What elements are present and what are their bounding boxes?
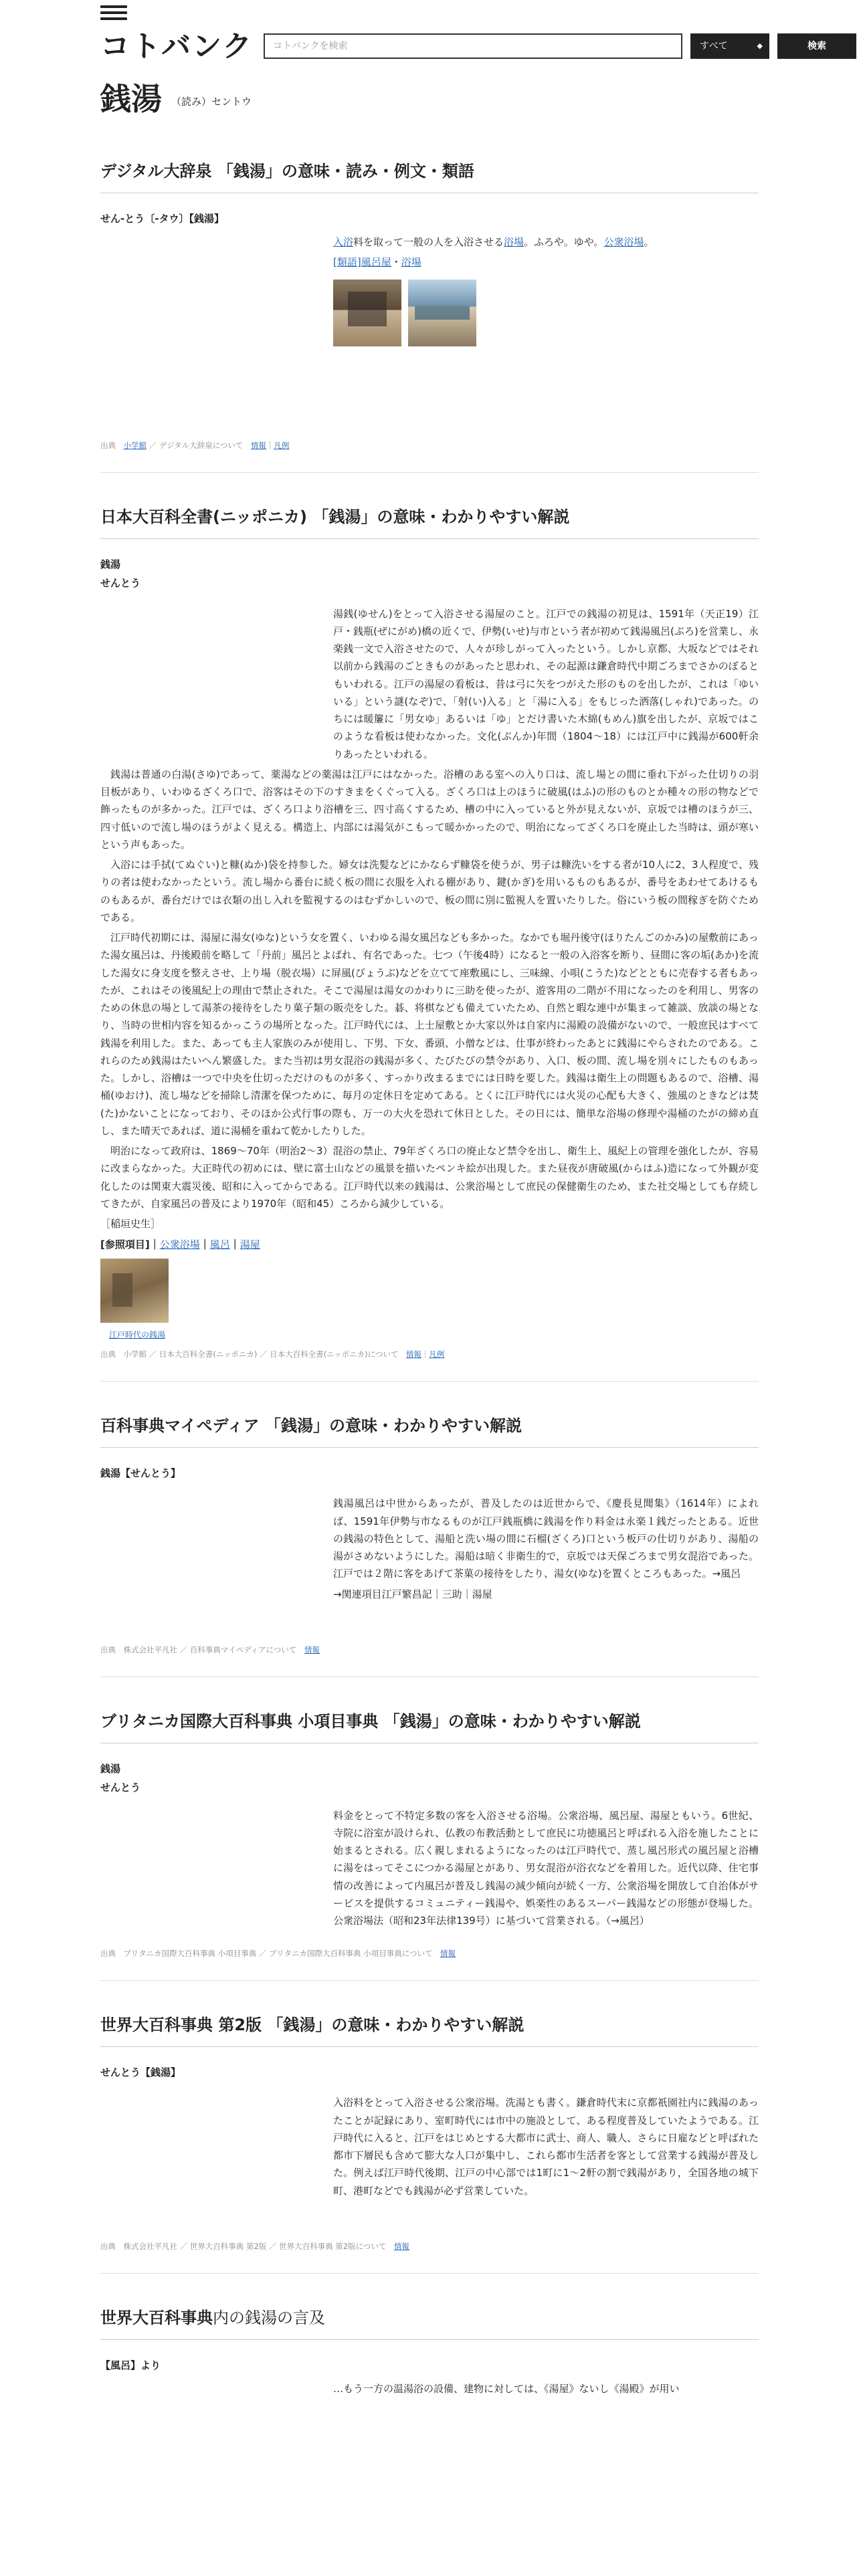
image-caption[interactable]: 江戸時代の銭湯 <box>108 1330 165 1340</box>
sento-image-1[interactable] <box>333 280 401 346</box>
scope-select[interactable] <box>690 33 769 59</box>
reference-items: [参照項目]｜公衆浴場｜風呂｜湯屋 <box>100 1239 260 1251</box>
source-line: 出典 小学館 ／ 日本大百科全書(ニッポニカ) ／ 日本大百科全書(ニッポニカ)について 情報｜凡例 <box>100 1350 445 1360</box>
sento-image-2[interactable] <box>408 280 476 346</box>
ref-link-koshu-yokujo[interactable]: 公衆浴場 <box>159 1239 200 1251</box>
headword: 銭湯 せんとう <box>100 558 141 590</box>
headword: 銭湯 せんとう <box>100 1762 141 1794</box>
section-daijisen <box>100 160 759 473</box>
link-furoya[interactable]: 風呂屋 <box>361 256 391 269</box>
source-info-link[interactable]: 情報 <box>405 1350 421 1360</box>
page-title <box>100 79 252 122</box>
section-title: 百科事典マイペディア 「銭湯」の意味・わかりやすい解説 <box>100 1415 759 1448</box>
link-nyuyoku[interactable]: 入浴 <box>333 236 354 249</box>
section-title: 世界大百科事典内の銭湯の言及 <box>100 2307 759 2340</box>
ref-link-furo[interactable]: 風呂 <box>209 1239 230 1251</box>
section-title: デジタル大辞泉 「銭湯」の意味・読み・例文・類語 <box>100 160 759 193</box>
search-button[interactable]: 検索 <box>777 33 856 59</box>
ref-link-yuya[interactable]: 湯屋 <box>240 1239 260 1251</box>
term-title: 銭湯 <box>100 81 162 117</box>
section-title: ブリタニカ国際大百科事典 小項目事典 「銭湯」の意味・わかりやすい解説 <box>100 1711 759 1743</box>
source-line: 出典 株式会社平凡社 ／ 百科事典マイペディアについて 情報 <box>100 1644 320 1654</box>
article-body: 料金をとって不特定多数の客を入浴させる浴場。公衆浴場、風呂屋、湯屋ともいう。6世紀、寺院に浴室が設けられ、仏教の布教活動として庶民に功徳風呂と呼ばれる入浴を施したことに始まるとされる。広く親しまれるようになったのは江戸時代で、蒸し風呂形式の風呂屋と浴槽に湯をはってそこにつかる湯屋とがあり、男女混浴が浴衣などを着用した。近代以降、住宅事情の改善によって内風呂が普及し銭湯の減少傾向が続く一方、公衆浴場を開放して自治体がサービスを提供するコミュニティー銭湯や、娯楽性のあるスーパー銭湯などの形態が登場した。公衆浴場法（昭和23年法律139号）に基づいて営業される。（→風呂） <box>333 1809 759 1927</box>
source-info-link[interactable]: 情報 <box>440 1949 456 1959</box>
headword: 銭湯【せんとう】 <box>100 1467 181 1479</box>
definition: 入浴料を取って一般の人を入浴させる浴場。ふろや。ゆや。公衆浴場。 [類語]風呂屋・浴場 <box>333 233 759 352</box>
site-logo[interactable]: コトバンク <box>100 29 254 64</box>
hamburger-menu-icon[interactable] <box>100 5 127 20</box>
figure <box>100 1259 759 1342</box>
link-yokujo[interactable]: 浴場 <box>504 236 524 249</box>
source-line: 出典 小学館 ／ デジタル大辞泉について 情報｜凡例 <box>100 440 290 450</box>
edo-sento-image[interactable] <box>100 1259 169 1323</box>
source-legend-link[interactable]: 凡例 <box>429 1350 445 1360</box>
chevron-updown-icon: ◆ <box>757 41 763 50</box>
section-sekai <box>100 2014 759 2274</box>
link-yokujo-2[interactable]: 浴場 <box>401 256 421 269</box>
scope-select-label: すべて <box>700 41 728 51</box>
author: ［稲垣史生］ <box>100 1218 161 1230</box>
source-info-link[interactable]: 情報 <box>304 1644 320 1654</box>
section-title: 世界大百科事典 第2版 「銭湯」の意味・わかりやすい解説 <box>100 2014 759 2047</box>
link-koshu-yokujo[interactable]: 公衆浴場 <box>603 236 644 249</box>
mention-excerpt: …もう一方の温湯浴の設備、建物に対しては、《湯屋》ないし《湯殿》が用い <box>333 2383 680 2395</box>
section-mypedia <box>100 1415 759 1677</box>
related-items: →関連項目江戸繁昌記｜三助｜湯屋 <box>333 1588 492 1600</box>
headword: せん‐とう〔‐タウ〕【銭湯】 <box>100 212 224 225</box>
source-info-link[interactable]: 情報 <box>393 2241 409 2251</box>
link-ruigo[interactable]: [類語] <box>333 256 361 269</box>
source-info-link[interactable]: 情報 <box>250 440 266 450</box>
article-body: 銭湯風呂は中世からあったが、普及したのは近世からで、《慶長見聞集》（1614年）によれば、1591年伊勢与市なるものが江戸銭瓶橋に銭湯を作り料金は永楽１銭だったとある。近世の銭湯の特色として、湯船と洗い場の間に石榴(ざくろ)口という板戸の仕切りがあり、湯船の湯がさめないようにした。湯船は暗く非衛生的で，京坂では天保ごろまで男女混浴であった。江戸では２階に客をあげて茶菓の接待をしたり、湯女(ゆな)を置くところもあった。→風呂 →関連項目江戸繁昌記｜三助｜湯屋 <box>333 1495 759 1603</box>
source-line: 出典 株式会社平凡社 ／ 世界大百科事典 第2版 ／ 世界大百科事典 第2版について 情報 <box>100 2241 409 2251</box>
section-britannica <box>100 1711 759 1981</box>
article-body: 入浴料をとって入浴させる公衆浴場。洗湯とも書く。鎌倉時代末に京都祇園社内に銭湯のあったことが記録にあり、室町時代には市中の施設として、ある程度普及していたようである。江戸時代に入ると、江戸をはじめとする大都市に武士、商人、職人、さらに日雇などと呼ばれた都市下層民も含めて膨大な人口が集中し、これら都市生活者を客として営業する銭湯が普及した。例えば江戸時代後期、江戸の中心部では1町に1〜2軒の割で銭湯があり，全国各地の城下町、港町などでも銭湯が必ず営業していた。 <box>333 2097 759 2197</box>
term-reading: （読み）セントウ <box>171 95 252 108</box>
headword: せんとう【銭湯】 <box>100 2066 181 2078</box>
article-body: 銭湯は普通の白湯(さゆ)であって、薬湯などの薬湯は江戸にはなかった。浴槽のある室への入り口は、流し場との間に垂れ下がった仕切りの羽目板があり、いわゆるざくろ口で、浴客はその下のすきまをくぐって入る。ざくろ口は上のほうに破風(はふ)の形のものとか種々の形の物などで飾ったものが多かった。江戸では、ざくろ口より浴槽を三、四寸高くするため、槽の中に入っていると外が見えないが、京坂では槽のほうが三、四寸低いので流し場のほうがよく見える。構造上、内部には湯気がこもって暖かかったので、明治になってざくろ口を廃止した当時は、頭が寒いという声もあった。 入浴には手拭(てぬぐい)と糠(ぬか)袋を持参した。婦女は洗髪などにかならず糠袋を使うが、男子は糠洗いをする者が10人に2、3人程度で、残りの者は使わなかったという。流し場から番台に続く板の間に衣服を入れる棚があり、鍵(かぎ)を用いるものもあるが、番号をあわせてあけるものもあるが、番台だけでは衣類の出し入れを監視するのはむずかしいので、板の間に別に監視人を置いたりした。俗にいう板の間稼ぎを防ぐためである。 江戸時代初期には、湯屋に湯女(ゆな)という女を置く、いわゆる湯女風呂なども多かった。なかでも堀丹後守(ほりたんごのかみ)の屋敷前にあった湯女風呂は、丹後殿前を略して「丹前」風呂とよばれ、有名であった。七つ（午後4時）になると一般の入浴客を断り、昼間に客の垢(あか)を流した湯女に身支度を整えさせ、上り場（脱衣場）に屏風(びょうぶ)などを立てて座敷風にし、三味線、小唄(こうた)などとともに売春する者もあったが、これはその後風紀上の理由で禁止された。そこで湯屋は湯女のかわりに三助を使ったが、遊客用の二階が不用になったのを利用し、男客のための休息の場として湯茶の接待をしたり菓子類の販売をした。碁、将棋なども備えていたため、自然と暇な連中が集まって雑談、放談の場となり、当時の世相内容を知るかっこうの場所となった。江戸時代には、上士屋敷とか大家以外は自家内に湯殿の設備がないので、一般庶民はすべて銭湯を利用した。また、あっても主人家族のみが使用し、下男、下女、番頭、小僧などは、仕事が終わったあとに銭湯にやらされたのである。これらのため銭湯はたいへん繁盛した。また当初は男女混浴の銭湯が多く、たびたびの禁令があり、入口、板の間、流し場を別々にしたものもあった。しかし、浴槽は一つで中央を仕切っただけのものが多く、すっかり改まるまでには日時を要した。銭湯は衛生上の問題もあるので、浴槽、湯桶(ゆおけ)、流し場などを掃除し清潔を保つために、毎月の定休日を定めてある。とくに江戸時代には火災の心配も大きく、強風のときなどは焚(た)かないことになっており、そのほか公式行事の際も、万一の大火を恐れて休日とした。その日には、簡単な浴場の修理や湯桶のたがの締め直し、また晴天であれば、道に湯桶を重ねて乾かしたりした。 明治になって政府は、1869〜70年（明治2〜3）混浴の禁止、79年ざくろ口の廃止など禁令を出し、衛生上、風紀上の管理を強化したが、容易に改まらなかった。大正時代の初めには、壁に富士山などの風景を描いたペンキ絵が出現した。また昼夜が唐破風(からはふ)造になって外観が変化したのは関東大震災後、昭和に入ってからである。江戸時代以来の銭湯は、公衆浴場として庶民の保健衛生のため、また社交場としても存続してきたが、自家風呂の普及により1970年（昭和45）ころから減少している。 ［稲垣史生］ <box>100 766 759 1233</box>
source-legend-link[interactable]: 凡例 <box>274 440 290 450</box>
article-intro: 湯銭(ゆせん)をとって入浴させる湯屋のこと。江戸での銭湯の初見は、1591年（天正19）江戸・銭瓶(ぜにがめ)橋の近くで、伊勢(いせ)与市という者が初めて銭湯風呂(ぶろ)を営業し、永楽銭一文で入浴させたので、人々が珍しがって入ったという。しかし京都、大坂などではそれ以前から銭湯のごときものがあったと思われ、その起源は鎌倉時代中期ごろまでさかのぼるともいわれる。江戸の湯屋の看板は、昔は弓に矢をつがえた形のものを出したが、これは「ゆいいる」という謎(なぞ)で、「射(い)入る」と「湯に入る」をもじった洒落(しゃれ)であった。のちには暖簾に「男女ゆ」あるいは「ゆ」とだけ書いた木綿(もめん)旗を出したが、京坂ではこのような看板は使わなかった。文化(ぶんか)年間（1804〜18）には江戸中に銭湯が600軒余りあったといわれる。 <box>333 607 759 760</box>
section-nipponica <box>100 506 759 1382</box>
image-gallery <box>333 280 759 352</box>
source-publisher-link[interactable]: 小学館 <box>123 440 147 450</box>
section-mentions <box>100 2307 759 2397</box>
source-line: 出典 ブリタニカ国際大百科事典 小項目事典 ／ ブリタニカ国際大百科事典 小項目事典について 情報 <box>100 1949 456 1959</box>
section-title: 日本大百科全書(ニッポニカ) 「銭湯」の意味・わかりやすい解説 <box>100 506 759 539</box>
site-header <box>100 0 826 117</box>
search-input[interactable]: コトバンクを検索 <box>264 33 682 59</box>
headword: 【風呂】より <box>100 2359 161 2371</box>
